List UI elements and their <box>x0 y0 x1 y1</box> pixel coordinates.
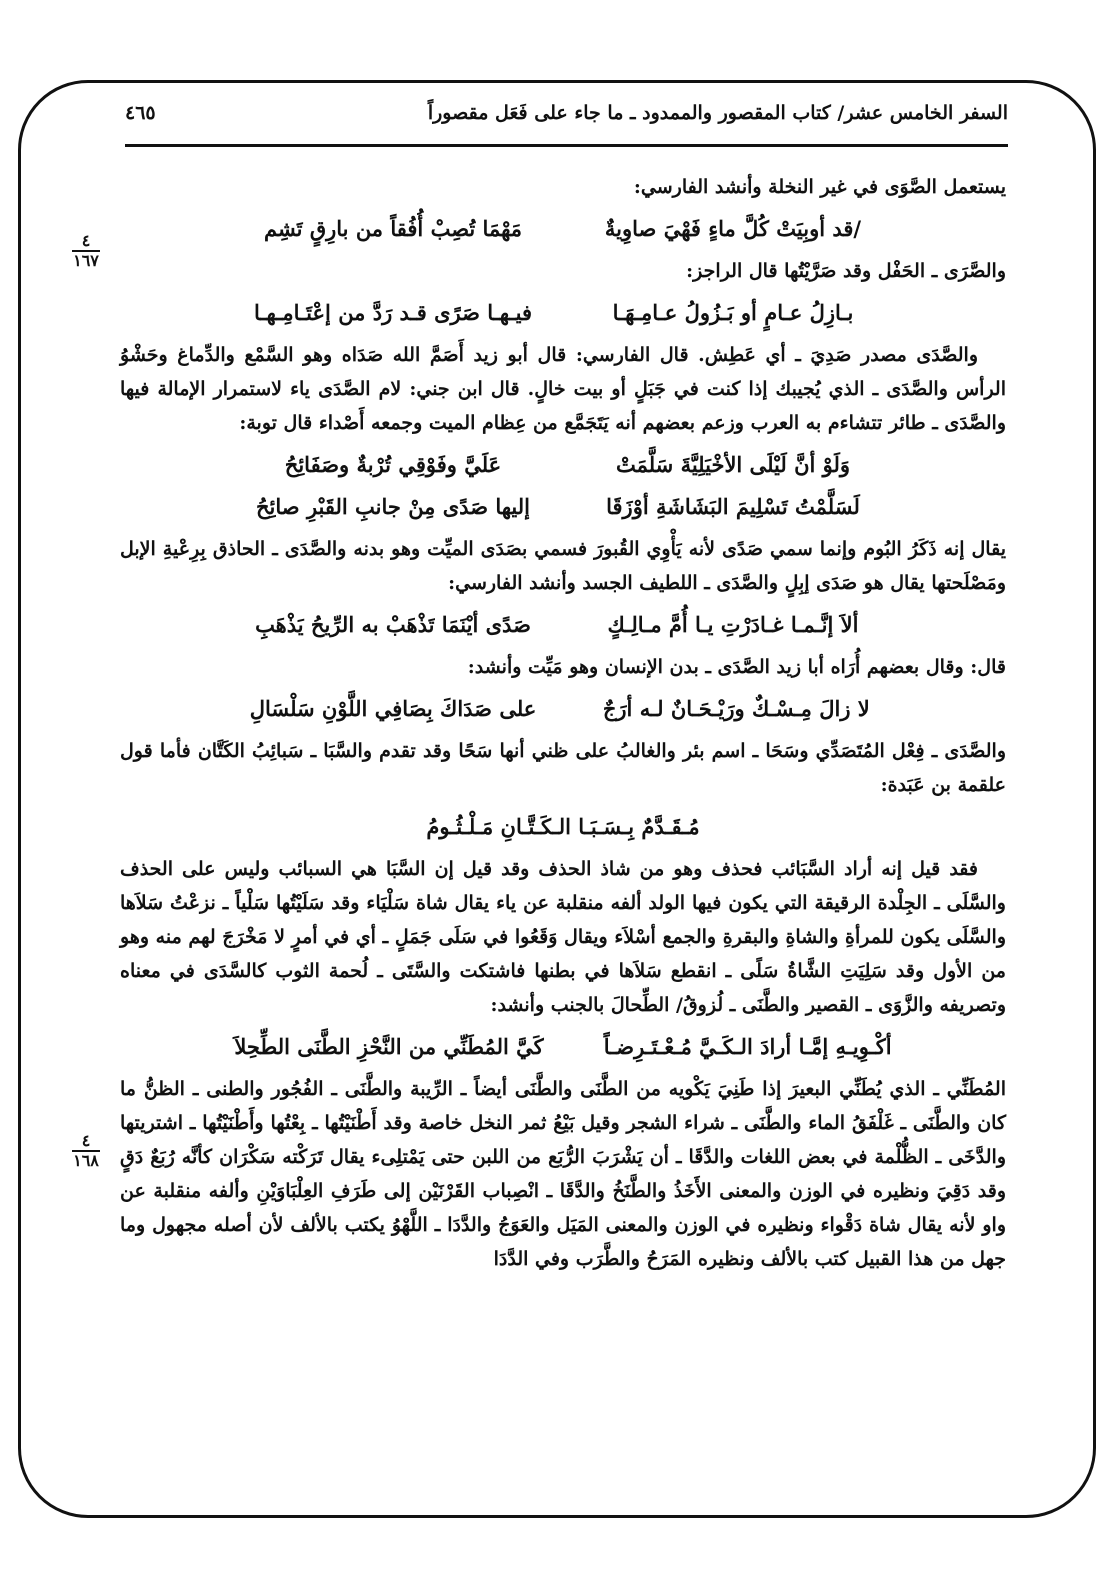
verse-line <box>120 608 1006 642</box>
verse-first-hemistich: لَسَلَّمْتُ تَسْلِيمَ البَشَاشَةِ أوْزَقَا <box>606 494 860 519</box>
verse-second-hemistich: صَدًى أيْنَمَا تَذْهَبْ به الرِّيحُ يَذْهَبِ <box>255 612 531 637</box>
verse-line <box>120 490 1006 524</box>
page-number: ٤٦٥ <box>125 102 156 124</box>
main-text <box>120 170 1006 1282</box>
running-header <box>125 96 1008 146</box>
margin-reference-1 <box>58 232 114 270</box>
verse-hemistich: مُـقَـدَّمٌ بِـسَـبَـا الـكَـتَّـانِ مَـلْـثُـومُ <box>426 814 700 839</box>
verse-second-hemistich: كَيَّ المُطَنِّي من النَّحْزِ الطَّنَى الطِّحِلاَ <box>234 1034 544 1059</box>
paragraph: والصَّدَى مصدر صَدِيَ ـ أي عَطِش. قال الفارسي: قال أبو زيد أَصَمَّ الله صَدَاه وهو السَّمْع والدِّماغ وحَشْوُ الرأس والصَّدَى ـ الذي يُجيبك إذا كنت في جَبَلٍ أو بيت خالٍ. قال ابن جني: لام الصَّدَى ياء لاستمرار الإمالة فيها والصَّدَى ـ طائر تتشاءم به العرب وزعم بعضهم أنه يَتَجَمَّع من عِظام الميت وجمعه أَصْداء قال توبة: <box>120 344 1006 434</box>
header-rule <box>125 144 1008 147</box>
margin-ref-page: ١٦٧ <box>73 251 99 270</box>
margin-ref-volume: ٤ <box>72 1132 100 1152</box>
verse-second-hemistich: عَلَيَّ وفَوْقِي تُرْبةٌ وصَفَائِحُ <box>284 452 502 477</box>
verse-second-hemistich: على صَدَاكَ بِصَافِي اللَّوْنِ سَلْسَالِ <box>249 696 537 721</box>
verse-line <box>120 212 1006 246</box>
verse-first-hemistich: وَلَوْ أنَّ لَيْلَى الأخْيَلِيَّةَ سَلَّمَتْ <box>615 452 851 477</box>
verse-first-hemistich: لا زالَ مِـسْـكٌ ورَيْـحَـانٌ لـه أرَجٌ <box>602 696 870 721</box>
verse-line <box>120 448 1006 482</box>
paragraph: المُطَنِّي ـ الذي يُطَنِّي البعيرَ إذا طَنِيَ يَكْويه من الطَّنَى والطَّنَى أيضاً ـ الرِّيبة والطَّنَى ـ الفُجُور والطنى ـ الظنُّ ما كان والطَّنَى ـ غَلْفَقُ الماء والطَّنَى ـ شراء الشجر وقيل بَيْعُ ثمر النخل خاصة وقد أَطْنَيْتُها ـ بِعْتُها وأَطْنَيْتُها ـ اشتريتها والدَّخَى ـ الظُّلْمة في بعض اللغات والدَّقَا ـ أن يَشْرَبَ الرُّبَع من اللبن حتى يَمْتلِىء يقال تَرَكْته سَكْرَان كأنَّه رُبَعٌ دَقٍ وقد دَقِيَ ونظيره في الوزن والمعنى الأَخَذُ والطَّنَخُ والدَّقَا ـ انْصِباب القَرْنَيْن إلى طَرَفِ العِلْبَاوَيْنِ وألفه منقلبة عن واو لأنه يقال شاة دَقْواء ونظيره في الوزن والمعنى المَيَل والعَوَجُ والدَّدَا ـ اللَّهْوُ يكتب بالألف لأن أصله مجهول وما جهل من هذا القبيل كتب بالألف ونظيره المَرَحُ والطَّرَب وفي الدَّدَا <box>120 1078 1006 1270</box>
paragraph: والصَّرَى ـ الحَفْل وقد صَرَّيْتُها قال الراجز: <box>686 260 1006 282</box>
verse-line <box>120 692 1006 726</box>
header-title: السفر الخامس عشر/ كتاب المقصور والممدود ـ ما جاء على فَعَل مقصوراً <box>427 102 1008 124</box>
verse-first-hemistich: بـازِلُ عـامٍ أو بَـزُولُ عـامِـهَـا <box>612 300 854 325</box>
verse-line <box>120 296 1006 330</box>
margin-ref-volume: ٤ <box>72 232 100 252</box>
verse-line <box>120 810 1006 844</box>
verse-second-hemistich: إليها صَدًى مِنْ جانبِ القَبْرِ صائِحُ <box>256 494 530 519</box>
paragraph: يستعمل الصَّوَى في غير النخلة وأنشد الفارسي: <box>633 176 1006 198</box>
verse-first-hemistich: ألاَ إنَّـمـا غـادَرْتِ يـا أُمَّ مـالِـكٍ <box>607 612 859 637</box>
verse-line <box>120 1030 1006 1064</box>
margin-ref-page: ١٦٨ <box>73 1151 99 1170</box>
verse-second-hemistich: فيـهـا صَرًى قـد رَدَّ من إعْتَـامِـهـا <box>254 300 532 325</box>
paragraph: والصَّدَى ـ فِعْل المُتَصَدِّي وسَحَا ـ اسم بئر والغالبُ على ظني أنها سَحًا وقد تقدم والسَّبَا ـ سَبائِبُ الكَتَّان فأما قول علقمة بن عَبَدة: <box>120 740 1006 796</box>
verse-first-hemistich: /قد أوبِيَتْ كُلَّ ماءٍ فَهْيَ صاوِيةٌ <box>604 216 862 241</box>
verse-first-hemistich: أكْـوِيـهِ إمَّـا أرادَ الـكَـيَّ مُـعْـتَـرِضـاً <box>603 1034 892 1059</box>
paragraph: يقال إنه ذَكَرُ البُوم وإنما سمي صَدًى لأنه يَأْوِي القُبورَ فسمي بصَدَى الميِّت وهو بدنه والصَّدَى ـ الحاذق بِرِعْيةِ الإبل ومَصْلَحتها يقال هو صَدَى إبِلٍ والصَّدَى ـ اللطيف الجسد وأنشد الفارسي: <box>120 538 1006 594</box>
verse-second-hemistich: مَهْمَا تُصِبْ أُفُقاً من بارِقٍ تَشِم <box>263 216 523 241</box>
paragraph: قال: وقال بعضهم أُرَاه أبا زيد الصَّدَى ـ بدن الإنسان وهو مَيِّت وأنشد: <box>467 656 1006 678</box>
margin-reference-2 <box>58 1132 114 1170</box>
paragraph: فقد قيل إنه أراد السَّبَائب فحذف وهو من شاذ الحذف وقد قيل إن السَّبَا هي السبائب وليس على الحذف والسَّلَى ـ الجِلْدة الرقيقة التي يكون فيها الولد ألفه منقلبة عن ياء يقال شاة سَلْيَاء وقد سَلَيْتُها سَلْياً ـ نزعْتُ سَلاَها والسَّلَى يكون للمرأةِ والشاةِ والبقرةِ والجمع أسْلاَء ويقال وَقَعُوا في سَلَى جَمَلٍ ـ أي في أمرٍ لا مَخْرَجَ لهم منه وهو من الأول وقد سَلِيَتِ الشَّاةُ سَلًى ـ انقطع سَلاَها في بطنها فاشتكت والسَّتَى ـ لُحمة الثوب كالسَّدَى في معناه وتصريفه والزَّوَى ـ القصير والطَّنَى ـ لُزوقُ/ الطِّحالَ بالجنب وأنشد: <box>120 858 1006 1016</box>
